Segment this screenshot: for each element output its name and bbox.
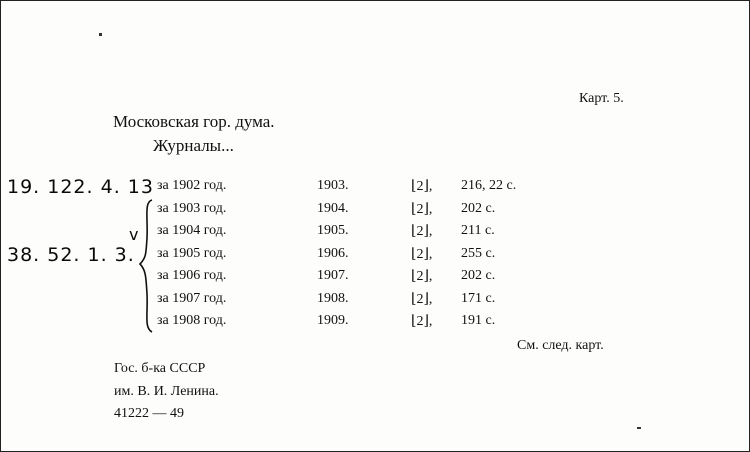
entry-volumes: ⌊2⌋, xyxy=(411,246,433,262)
entry-period: за 1902 год. xyxy=(157,178,227,193)
entry-pages: 191 с. xyxy=(461,313,496,328)
entry-volumes: ⌊2⌋, xyxy=(411,291,433,307)
entry-year: 1904. xyxy=(317,200,349,216)
entry-volumes: ⌊2⌋, xyxy=(411,224,433,239)
footer-line-1: Гос. б-ка СССР xyxy=(114,361,206,376)
entry-period: за 1907 год. xyxy=(157,290,227,306)
entry-year: 1905. xyxy=(317,223,349,238)
entry-year: 1908. xyxy=(317,290,349,306)
see-next-card: См. след. карт. xyxy=(517,338,604,353)
entry-volumes: ⌊2⌋, xyxy=(411,179,433,194)
speck-mark xyxy=(637,427,641,429)
entry-volumes: ⌊2⌋, xyxy=(411,269,433,284)
entry-pages: 171 с. xyxy=(461,290,496,306)
subheading: Журналы... xyxy=(153,136,234,155)
entry-year: 1906. xyxy=(317,245,349,261)
heading: Московская гор. дума. xyxy=(113,112,275,131)
card-reference: Карт. 5. xyxy=(579,91,624,106)
entry-pages: 211 с. xyxy=(461,223,495,238)
entry-period: за 1908 год. xyxy=(157,313,227,328)
entry-period: за 1906 год. xyxy=(157,268,227,283)
entry-year: 1907. xyxy=(317,268,349,283)
entry-year: 1909. xyxy=(317,313,349,328)
entry-period: за 1903 год. xyxy=(157,200,227,216)
brace-icon xyxy=(138,198,158,334)
entry-pages: 202 с. xyxy=(461,200,496,216)
check-mark: v xyxy=(129,225,140,244)
entry-volumes: ⌊2⌋, xyxy=(411,314,433,329)
speck-mark xyxy=(99,33,102,36)
entry-year: 1903. xyxy=(317,178,349,193)
entry-period: за 1904 год. xyxy=(157,223,227,238)
entry-pages: 255 с. xyxy=(461,245,496,261)
shelfmark-2: 38. 52. 1. 3. xyxy=(7,244,135,266)
footer-line-3: 41222 — 49 xyxy=(114,406,184,421)
shelfmark-1: 19. 122. 4. 13 xyxy=(7,176,154,198)
entry-pages: 202 с. xyxy=(461,268,496,283)
footer-line-2: им. В. И. Ленина. xyxy=(114,384,219,399)
entry-pages: 216, 22 с. xyxy=(461,178,517,193)
entry-volumes: ⌊2⌋, xyxy=(411,201,433,217)
entry-period: за 1905 год. xyxy=(157,245,227,261)
brace-path xyxy=(140,200,152,332)
